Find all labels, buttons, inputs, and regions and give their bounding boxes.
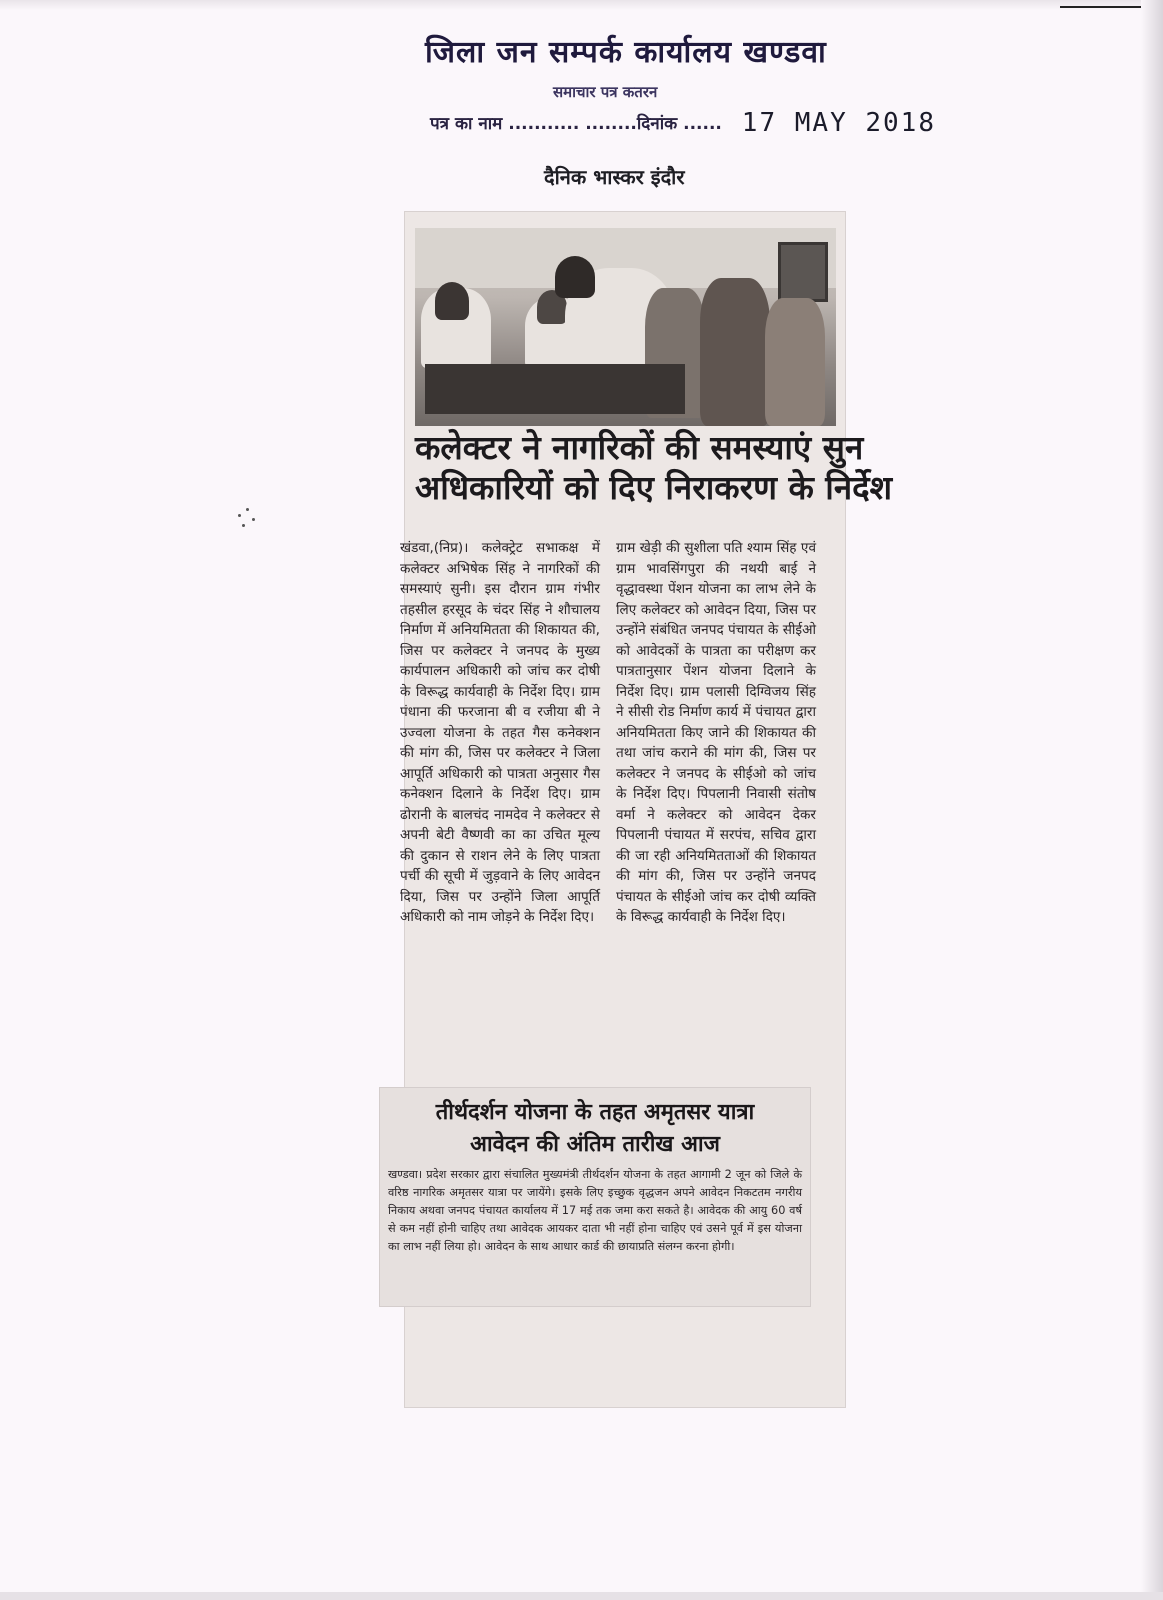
article-headline	[415, 428, 893, 507]
stamp-line	[430, 106, 936, 136]
sub-article-title-1: तीर्थदर्शन योजना के तहत अमृतसर यात्रा	[435, 1100, 755, 1125]
article-column-right: ग्राम खेड़ी की सुशीला पति श्याम सिंह एवं ग्राम भावसिंगपुरा की नथयी बाई ने वृद्धावस्था पेंशन योजना का लाभ लेने के लिए कलेक्टर को आवेदन दिया, जिस पर उन्होंने संबंधित जनपद पंचायत के सीईओ को आवेदकों के पात्रता का परीक्षण कर पात्रतानुसार पेंशन योजना दिलाने के निर्देश दिए। ग्राम पलासी दिग्विजय सिंह ने सीसी रोड निर्माण कार्य में पंचायत द्वारा अनियमितता किए जाने की शिकायत की तथा जांच कराने की मांग की, जिस पर कलेक्टर ने जनपद के सीईओ को जांच के निर्देश दिए। पिपलानी निवासी संतोष वर्मा ने कलेक्टर को आवेदन देकर पिपलानी पंचायत में सरपंच, सचिव द्वारा की जा रही अनियमितताओं की शिकायत की मांग की, जिस पर उन्होंने जनपद पंचायत के सीईओ जांच कर दोषी व्यक्ति के विरूद्ध कार्यवाही के निर्देश दिए।	[616, 540, 816, 925]
page-right-edge	[1141, 0, 1163, 1600]
stamp-date: 17 MAY 2018	[741, 108, 936, 138]
headline-line-2: अधिकारियों को दिए निराकरण के निर्देश	[415, 467, 893, 507]
headline-line-1: कलेक्टर ने नागरिकों की समस्याएं सुन	[415, 428, 864, 467]
photo-person	[435, 282, 469, 320]
news-photo	[415, 228, 836, 426]
article-column-left: खंडवा,(निप्र)। कलेक्ट्रेट सभाकक्ष में कलेक्टर अभिषेक सिंह ने नागरिकों की समस्याएं सुनी। इस दौरान ग्राम गंभीर तहसील हरसूद के चंदर सिंह ने शौचालय निर्माण में अनियमितता की शिकायत की, जिस पर कलेक्टर ने जनपद के मुख्य कार्यपालन अधिकारी को जांच कर दोषी के विरूद्ध कार्यवाही के निर्देश दिए। ग्राम पंधाना की फरजाना बी व रजीया बी ने उज्वला योजना के तहत गैस कनेक्शन की मांग की, जिस पर कलेक्टर ने जिला आपूर्ति अधिकारी को पात्रता अनुसार गैस कनेक्शन दिलाने के निर्देश दिए। ग्राम ढोरानी के बालचंद नामदेव ने कलेक्टर से अपनी बेटी वैष्णवी का का उचित मूल्य की दुकान से राशन लेने के लिए पात्रता पर्ची की सूची में जुड़वाने के लिए आवेदन दिया, जिस पर उन्होंने जिला आपूर्ति अधिकारी को नाम जोड़ने के निर्देश दिए।	[400, 540, 600, 925]
sub-article-title-2: आवेदन की अंतिम तारीख आज	[470, 1132, 720, 1157]
photo-wall-frame	[778, 242, 828, 302]
stamp-office-name: जिला जन सम्पर्क कार्यालय खण्डवा	[425, 35, 827, 70]
page-top-edge	[0, 0, 1163, 10]
photo-person	[700, 278, 770, 426]
photo-person	[765, 298, 825, 426]
office-stamp	[410, 28, 970, 198]
paper-speck	[234, 504, 264, 534]
top-rule	[1060, 6, 1150, 8]
sub-article	[380, 1088, 810, 1306]
stamp-newspaper: दैनिक भास्कर इंदौर	[544, 165, 685, 189]
photo-table	[425, 364, 685, 414]
stamp-subtitle: समाचार पत्र कतरन	[553, 83, 658, 101]
stamp-fields: पत्र का नाम ........... ........दिनांक ......	[430, 114, 722, 134]
sub-article-body: खण्डवा। प्रदेश सरकार द्वारा संचालित मुख्यमंत्री तीर्थदर्शन योजना के तहत आगामी 2 जून को जिले के वरिष्ठ नागरिक अमृतसर यात्रा पर जायेंगे। इसके लिए इच्छुक वृद्धजन अपने आवेदन निकटतम नगरीय निकाय अथवा जनपद पंचायत कार्यालय में 17 मई तक जमा करा सकते है। आवेदक की आयु 60 वर्ष से कम नहीं होनी चाहिए तथा आवेदक आयकर दाता भी नहीं होना चाहिए एवं उसने पूर्व में इस योजना का लाभ नहीं लिया हो। आवेदन के साथ आधार कार्ड की छायाप्रति संलग्न करना होगी।	[388, 1168, 802, 1253]
page-bottom-edge	[0, 1592, 1163, 1600]
photo-person	[555, 256, 595, 298]
